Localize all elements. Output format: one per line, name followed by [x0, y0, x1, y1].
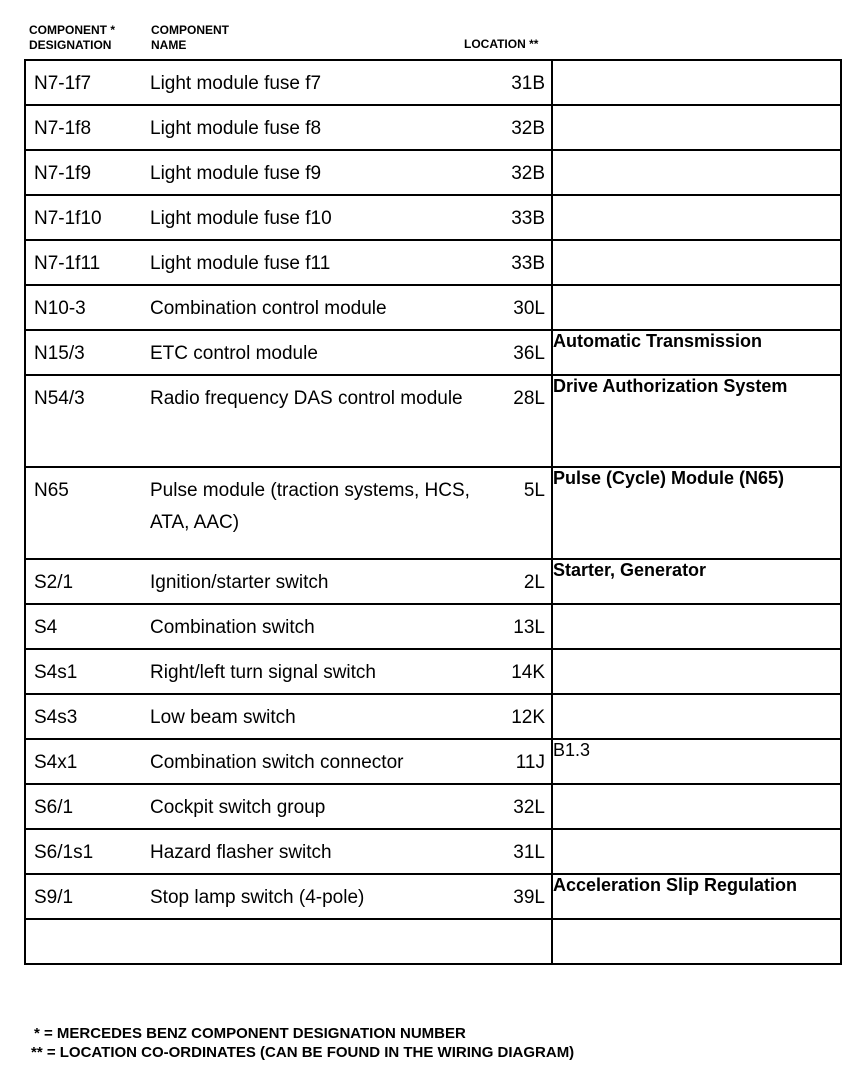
component-designation: N65	[34, 480, 69, 501]
component-location: 30L	[513, 298, 545, 319]
table-row	[25, 649, 841, 694]
component-cell	[25, 285, 552, 330]
component-location: 32B	[511, 163, 545, 184]
component-location: 36L	[513, 343, 545, 364]
table-row	[25, 150, 841, 195]
component-cell	[25, 240, 552, 285]
component-cell	[25, 919, 552, 964]
system-note: Pulse (Cycle) Module (N65)	[552, 467, 841, 559]
component-name: Light module fuse f7	[150, 73, 322, 94]
table-row	[25, 285, 841, 330]
component-designation: N10-3	[34, 298, 86, 319]
component-name: Combination control module	[150, 298, 387, 319]
component-location: 28L	[513, 388, 545, 409]
system-note	[552, 150, 841, 195]
system-note	[552, 604, 841, 649]
system-note	[552, 829, 841, 874]
component-designation: N7-1f9	[34, 163, 92, 184]
component-cell	[25, 829, 552, 874]
table-row	[25, 240, 841, 285]
table-row	[25, 60, 841, 105]
system-note: Acceleration Slip Regulation	[552, 874, 841, 919]
component-name: Pulse module (traction systems, HCS, ATA, AAC)	[150, 480, 470, 533]
component-name: Light module fuse f8	[150, 118, 322, 139]
system-note	[552, 240, 841, 285]
designation-header-line-2: DESIGNATION	[29, 38, 112, 52]
component-designation: S9/1	[34, 887, 74, 908]
component-cell	[25, 105, 552, 150]
component-cell	[25, 874, 552, 919]
table-row	[25, 604, 841, 649]
component-name: Combination switch connector	[150, 752, 404, 773]
component-cell	[25, 604, 552, 649]
system-note	[552, 694, 841, 739]
component-designation: N7-1f10	[34, 208, 102, 229]
component-cell	[25, 195, 552, 240]
component-designation: S6/1s1	[34, 842, 94, 863]
component-location: 12K	[511, 707, 545, 728]
table-row	[25, 375, 841, 467]
component-designation: N7-1f7	[34, 73, 92, 94]
component-cell	[25, 150, 552, 195]
component-location: 31L	[513, 842, 545, 863]
component-name: Right/left turn signal switch	[150, 662, 376, 683]
component-cell	[25, 60, 552, 105]
component-location: 39L	[513, 887, 545, 908]
component-location: 5L	[523, 480, 545, 501]
name-header-line-1: COMPONENT	[151, 23, 229, 37]
component-cell	[25, 649, 552, 694]
component-name: Low beam switch	[150, 707, 296, 728]
component-cell	[25, 694, 552, 739]
system-note	[552, 649, 841, 694]
designation-header	[29, 23, 115, 53]
table-row	[25, 919, 841, 964]
component-location: 33B	[511, 208, 545, 229]
component-name: Light module fuse f10	[150, 208, 332, 229]
component-name: Hazard flasher switch	[150, 842, 332, 863]
component-cell	[25, 467, 552, 559]
name-header-line-2: NAME	[151, 38, 187, 52]
system-note	[552, 919, 841, 964]
component-name: Radio frequency DAS control module	[150, 388, 463, 409]
table-row	[25, 559, 841, 604]
component-name: Stop lamp switch (4-pole)	[150, 887, 365, 908]
system-note: B1.3	[552, 739, 841, 784]
designation-header-line-1: COMPONENT *	[29, 23, 116, 37]
table-row	[25, 467, 841, 559]
footnote-designation: * = MERCEDES BENZ COMPONENT DESIGNATION NUMBER	[34, 1025, 466, 1042]
component-name: Ignition/starter switch	[150, 572, 329, 593]
component-location: 2L	[523, 572, 545, 593]
component-name: Light module fuse f9	[150, 163, 322, 184]
component-cell	[25, 559, 552, 604]
table-row	[25, 195, 841, 240]
table-row	[25, 829, 841, 874]
component-name: ETC control module	[150, 343, 318, 364]
table-row	[25, 784, 841, 829]
component-designation: N15/3	[34, 343, 85, 364]
component-table	[24, 59, 842, 965]
component-cell	[25, 784, 552, 829]
component-designation: S2/1	[34, 572, 74, 593]
system-note	[552, 195, 841, 240]
system-note: Drive Authorization System	[552, 375, 841, 467]
component-location: 33B	[511, 253, 545, 274]
component-location: 31B	[511, 73, 545, 94]
component-location: 32L	[513, 797, 545, 818]
component-designation: S4	[34, 617, 58, 638]
component-designation: S6/1	[34, 797, 74, 818]
system-note	[552, 285, 841, 330]
table-row	[25, 105, 841, 150]
component-designation: S4s3	[34, 707, 78, 728]
component-name: Combination switch	[150, 617, 315, 638]
component-location: 13L	[513, 617, 545, 638]
component-designation: N54/3	[34, 388, 85, 409]
component-designation: S4x1	[34, 752, 78, 773]
name-header	[151, 23, 229, 53]
component-location: 32B	[511, 118, 545, 139]
component-designation: N7-1f11	[34, 253, 101, 274]
component-designation: S4s1	[34, 662, 78, 683]
component-designation: N7-1f8	[34, 118, 92, 139]
location-header: LOCATION **	[464, 37, 539, 51]
component-cell	[25, 375, 552, 467]
component-location: 14K	[511, 662, 545, 683]
system-note: Automatic Transmission	[552, 330, 841, 375]
component-cell	[25, 739, 552, 784]
table-row	[25, 330, 841, 375]
table-row	[25, 694, 841, 739]
component-location: 11J	[515, 752, 545, 773]
system-note	[552, 105, 841, 150]
component-cell	[25, 330, 552, 375]
table-row	[25, 739, 841, 784]
system-note	[552, 784, 841, 829]
footnote-location: ** = LOCATION CO-ORDINATES (CAN BE FOUND IN THE WIRING DIAGRAM)	[31, 1044, 575, 1061]
component-name: Cockpit switch group	[150, 797, 326, 818]
component-name: Light module fuse f11	[150, 253, 331, 274]
system-note: Starter, Generator	[552, 559, 841, 604]
table-row	[25, 874, 841, 919]
system-note	[552, 60, 841, 105]
